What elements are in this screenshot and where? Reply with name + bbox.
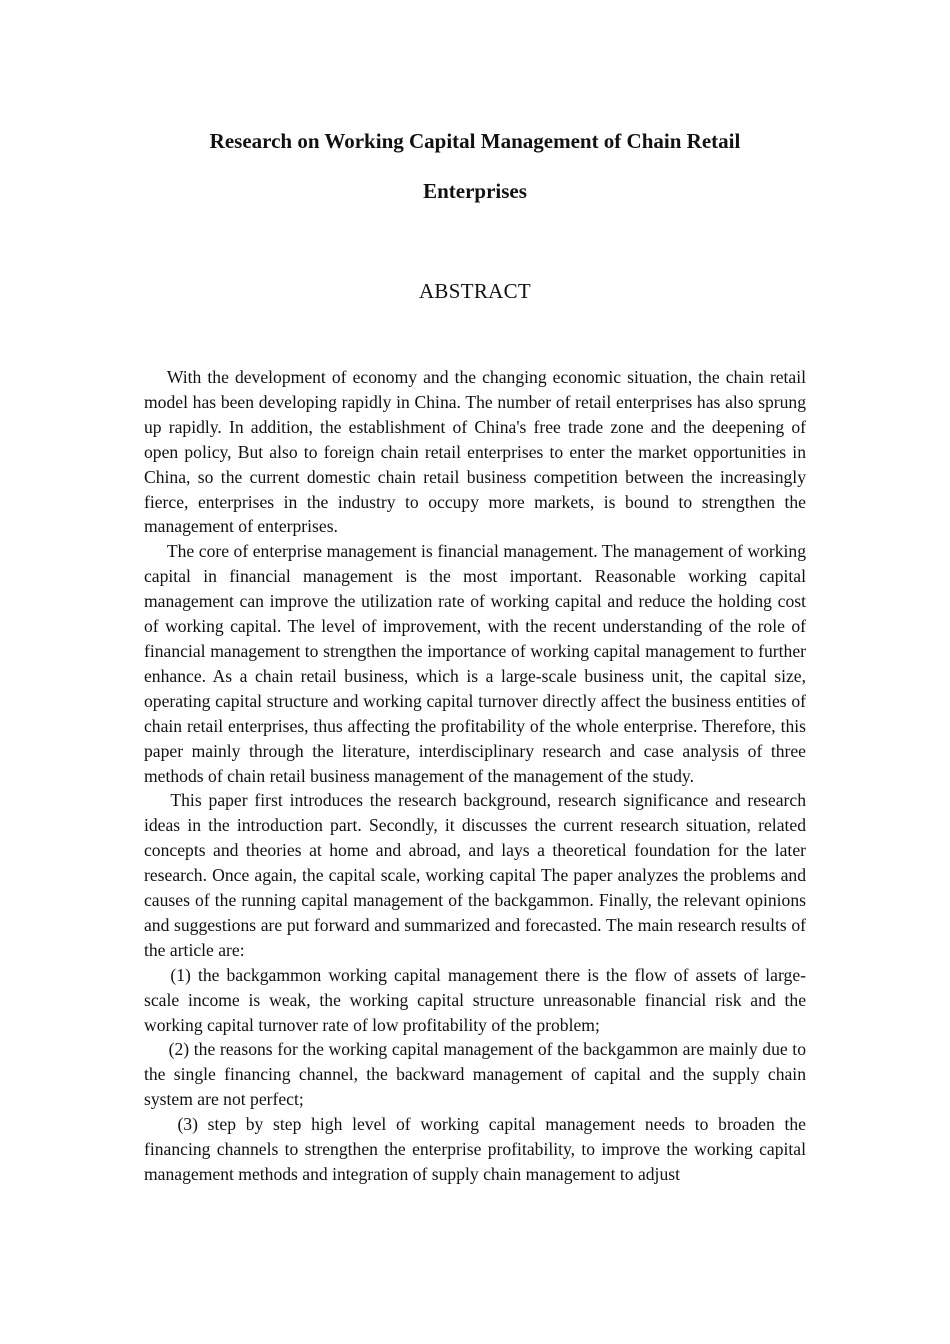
abstract-paragraph-2: The core of enterprise management is financial management. The management of working capital in financial management is the most important. Reasonable working capital management can improve the utilization rate of working capital and reduce the holding cost of working capital. The level of improvement, with the recent understanding of the role of financial management to strengthen the importance of working capital management to further enhance. As a chain retail business, which is a large-scale business unit, the capital size, operating capital structure and working capital turnover directly affect the business entities of chain retail enterprises, thus affecting the profitability of the whole enterprise. Therefore, this paper mainly through the literature, interdisciplinary research and case analysis of three methods of chain retail business management of the management of the study. [144, 541, 806, 786]
document-title-line-1: Research on Working Capital Management of Chain Retail [209, 129, 741, 153]
abstract-paragraph-3: This paper first introduces the research background, research significance and research ideas in the introduction part. Secondly, it discusses the current research situation, related concepts and theories at home and abroad, and lays a theoretical foundation for the later research. Once again, the capital scale, working capital The paper analyzes the problems and causes of the running capital management of the backgammon. Finally, the relevant opinions and suggestions are put forward and summarized and forecasted. The main research results of the article are: [144, 790, 806, 960]
abstract-body [144, 365, 806, 1187]
abstract-paragraph-5: (2) the reasons for the working capital management of the backgammon are mainly due to the single financing channel, the backward management of capital and the supply chain system are not perfect; [144, 1039, 806, 1110]
abstract-paragraph-4: (1) the backgammon working capital management there is the flow of assets of large-scale income is weak, the working capital structure unreasonable financial risk and the working capital turnover rate of low profitability of the problem; [144, 964, 806, 1035]
document-title-line-2: Enterprises [423, 179, 527, 203]
abstract-paragraph-6: (3) step by step high level of working capital management needs to broaden the financing channels to strengthen the enterprise profitability, to improve the working capital management methods and integration of supply chain management to adjust [144, 1114, 806, 1184]
abstract-heading: ABSTRACT [418, 279, 532, 303]
abstract-paragraph-1: With the development of economy and the changing economic situation, the chain retail model has been developing rapidly in China. The number of retail enterprises has also sprung up rapidly. In addition, the establishment of China's free trade zone and the deepening of open policy, But also to foreign chain retail enterprises to enter the market opportunities in China, so the current domestic chain retail business competition between the increasingly fierce, enterprises in the industry to occupy more markets, is bound to strengthen the management of enterprises. [144, 367, 806, 537]
